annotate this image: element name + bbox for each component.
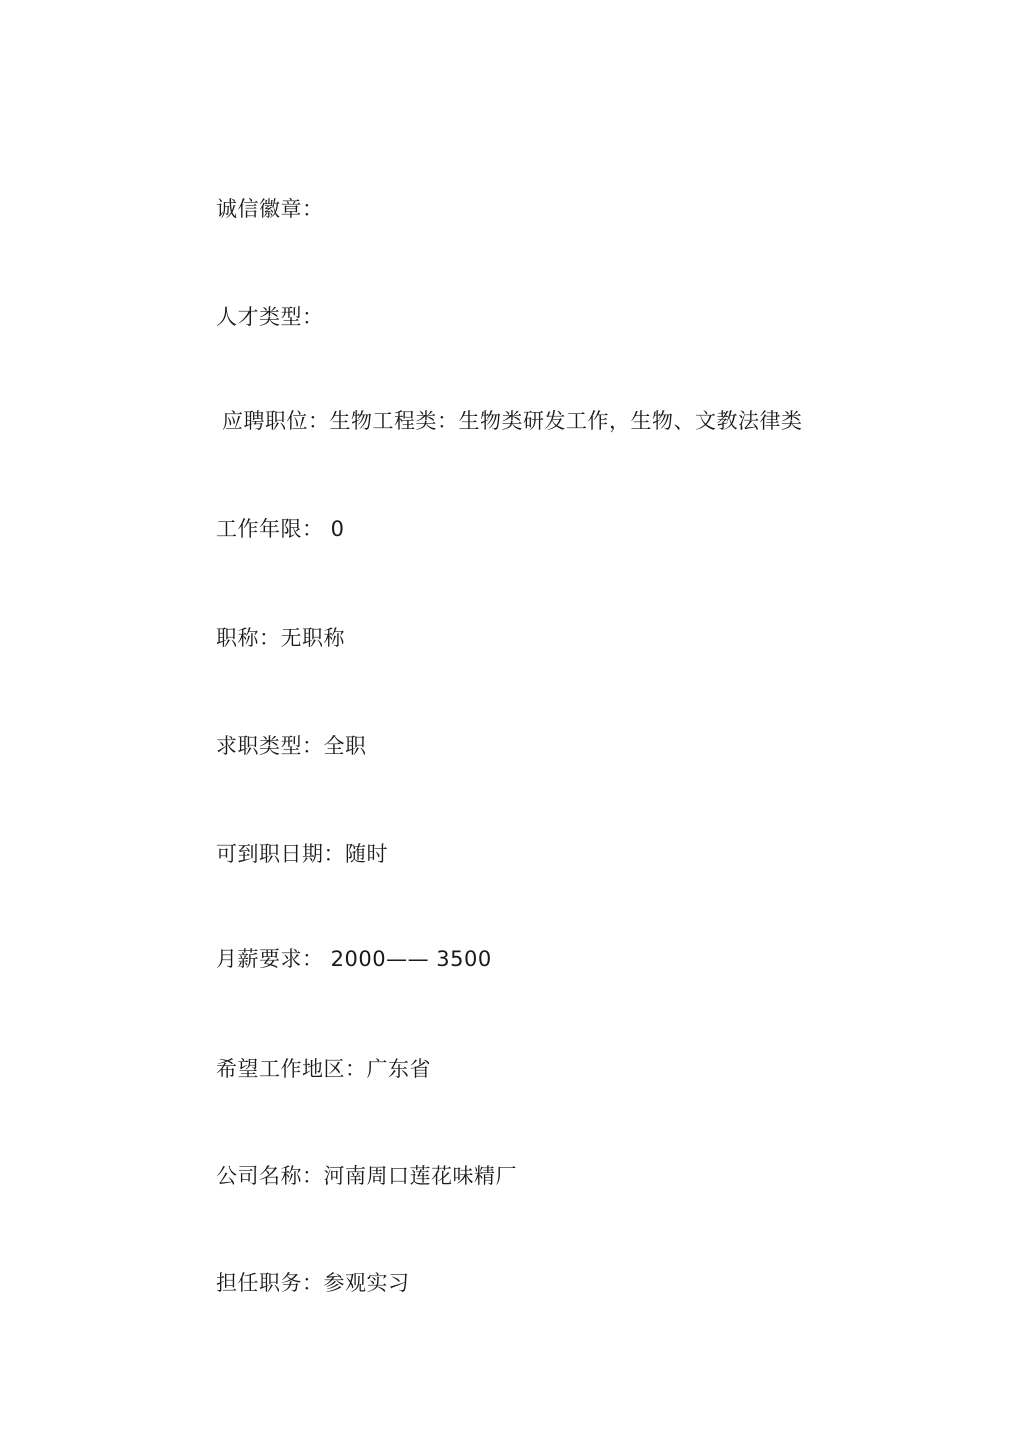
- field-desired-region: [216, 1055, 431, 1083]
- field-value: 无职称: [280, 626, 345, 650]
- field-value: 生物工程类：生物类研发工作，生物、文教法律类: [329, 409, 803, 433]
- field-label: 求职类型：: [216, 734, 324, 758]
- field-label: 工作年限：: [216, 517, 324, 541]
- field-integrity-badge: [216, 195, 324, 223]
- field-salary-requirement: [216, 945, 492, 973]
- field-label: 月薪要求：: [216, 947, 324, 971]
- field-value: 河南周口莲花味精厂: [323, 1164, 517, 1188]
- field-value: 广东省: [366, 1057, 431, 1081]
- field-label: 诚信徽章：: [216, 197, 324, 221]
- field-talent-type: [216, 303, 324, 331]
- field-value: 0: [323, 517, 345, 541]
- field-applied-position: [222, 407, 803, 435]
- field-job-type: [216, 732, 367, 760]
- field-value: 2000—— 3500: [323, 947, 492, 971]
- field-label: 应聘职位：: [222, 409, 330, 433]
- field-title: [216, 624, 345, 652]
- field-available-date: [216, 840, 388, 868]
- field-label: 职称：: [216, 626, 281, 650]
- field-value: 随时: [345, 842, 388, 866]
- field-label: 可到职日期：: [216, 842, 345, 866]
- field-value: 全职: [323, 734, 367, 758]
- field-label: 希望工作地区：: [216, 1057, 367, 1081]
- field-label: 公司名称：: [216, 1164, 324, 1188]
- field-label: 人才类型：: [216, 305, 324, 329]
- field-label: 担任职务：: [216, 1271, 324, 1295]
- field-value: 参观实习: [323, 1271, 410, 1295]
- field-position-held: [216, 1269, 410, 1297]
- field-years-of-work: [216, 515, 345, 543]
- field-company-name: [216, 1162, 517, 1190]
